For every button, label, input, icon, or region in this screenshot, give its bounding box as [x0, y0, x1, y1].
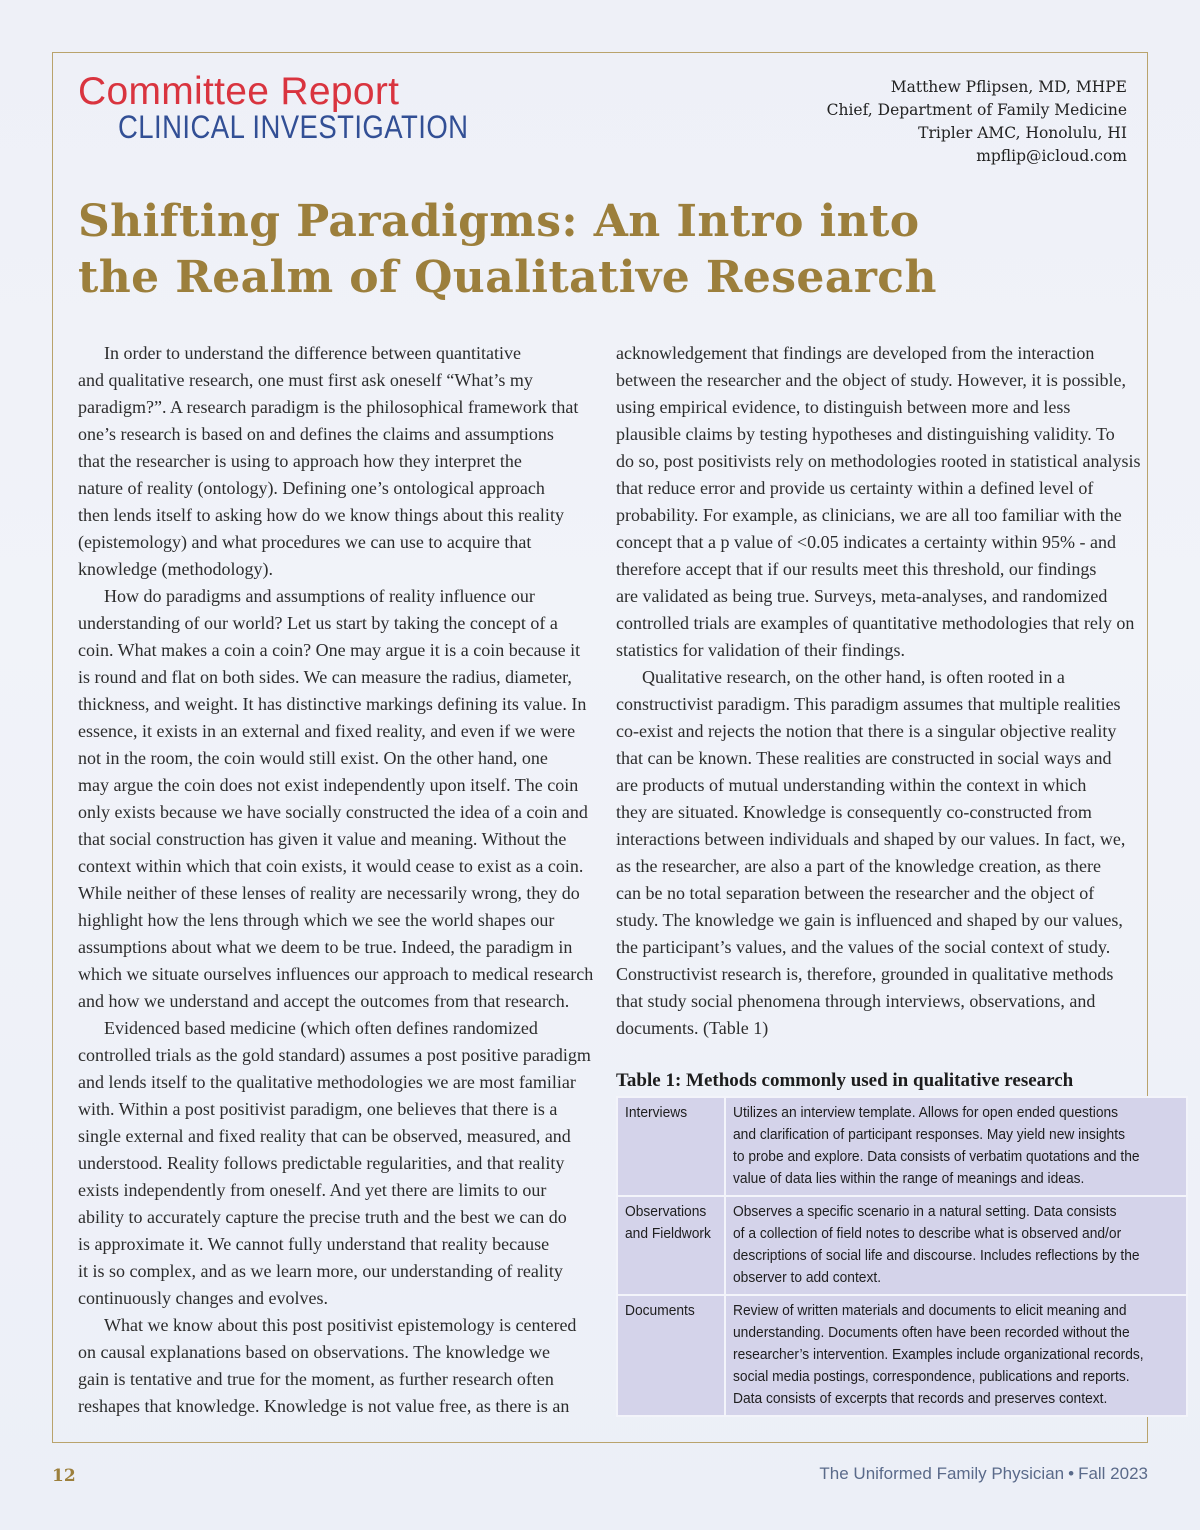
description-line: descriptions of social life and discourse. Includes reflections by the: [733, 1247, 1140, 1264]
article-title-line: the Realm of Qualitative Research: [78, 252, 937, 303]
description-line: observer to add context.: [733, 1269, 882, 1286]
body-text-line: documents. (Table 1): [616, 1018, 769, 1038]
body-text-line: therefore accept that if our results meet this threshold, our findings: [616, 559, 1097, 579]
body-text-line: (epistemology) and what procedures we can use to acquire that: [78, 532, 532, 552]
body-text-line: may argue the coin does not exist independently upon itself. The coin: [78, 775, 579, 795]
method-name: Documents: [625, 1302, 695, 1319]
body-text-line: nature of reality (ontology). Defining one’s ontological approach: [78, 478, 545, 498]
body-column-right: [616, 340, 1141, 1042]
body-text-line: gain is tentative and true for the moment, as further research often: [78, 1369, 554, 1389]
method-cell: [617, 1295, 725, 1416]
body-text-line: then lends itself to asking how do we know things about this reality: [78, 505, 564, 525]
body-text-line: using empirical evidence, to distinguish between more and less: [616, 397, 1071, 417]
body-text-line: can be no total separation between the researcher and the object of: [616, 883, 1095, 903]
body-text-line: In order to understand the difference between quantitative: [104, 343, 521, 363]
publication-footer: [819, 1464, 1148, 1484]
body-text-line: only exists because we have socially constructed the idea of a coin and: [78, 802, 588, 822]
table-row: [617, 1097, 1187, 1196]
body-column-left: [78, 340, 598, 1420]
body-text-line: paradigm?”. A research paradigm is the philosophical framework that: [78, 397, 579, 417]
body-text-line: with. Within a post positivist paradigm, one believes that there is a: [78, 1099, 558, 1119]
body-text-line: reshapes that knowledge. Knowledge is not value free, as there is an: [78, 1396, 570, 1416]
body-text-line: Evidenced based medicine (which often defines randomized: [104, 1018, 538, 1038]
footer-bullet: •: [1068, 1464, 1075, 1483]
method-cell: [617, 1097, 725, 1196]
description-line: Utilizes an interview template. Allows for open ended questions: [733, 1104, 1119, 1121]
body-text-line: they are situated. Knowledge is consequently co-constructed from: [616, 802, 1092, 822]
methods-table: [616, 1096, 1188, 1417]
body-text-line: While neither of these lenses of reality are necessarily wrong, they do: [78, 883, 580, 903]
body-text-line: between the researcher and the object of study. However, it is possible,: [616, 370, 1126, 390]
table-row: [617, 1196, 1187, 1295]
body-text-line: the participant’s values, and the values of the social context of study.: [616, 937, 1111, 957]
body-text-line: that reduce error and provide us certainty within a defined level of: [616, 478, 1094, 498]
description-line: Data consists of excerpts that records and preserves context.: [733, 1390, 1108, 1407]
body-text-line: and lends itself to the qualitative methodologies we are most familiar: [78, 1072, 576, 1092]
author-location: Tripler AMC, Honolulu, HI: [918, 124, 1127, 142]
article-title-line: Shifting Paradigms: An Intro into: [78, 196, 920, 247]
description-cell: [725, 1097, 1186, 1196]
body-text-line: study. The knowledge we gain is influenced and shaped by our values,: [616, 910, 1123, 930]
body-text-line: acknowledgement that findings are developed from the interaction: [616, 343, 1095, 363]
body-text-line: interactions between individuals and shaped by our values. In fact, we,: [616, 829, 1126, 849]
body-text-line: highlight how the lens through which we see the world shapes our: [78, 910, 555, 930]
author-name: Matthew Pflipsen, MD, MHPE: [890, 78, 1127, 96]
body-text-line: that can be known. These realities are constructed in social ways and: [616, 748, 1112, 768]
author-block: [827, 76, 1127, 168]
description-line: of a collection of field notes to describe what is observed and/or: [733, 1225, 1122, 1242]
body-text-line: is round and flat on both sides. We can measure the radius, diameter,: [78, 667, 572, 687]
body-text-line: understood. Reality follows predictable regularities, and that reality: [78, 1153, 565, 1173]
body-text-line: co-exist and rejects the notion that there is a singular objective reality: [616, 721, 1117, 741]
section-subkicker: CLINICAL INVESTIGATION: [118, 109, 469, 145]
body-text-line: and qualitative research, one must first ask oneself “What’s my: [78, 370, 533, 390]
body-text-line: statistics for validation of their findings.: [616, 640, 905, 660]
body-text-line: are validated as being true. Surveys, meta-analyses, and randomized: [616, 586, 1108, 606]
method-name: Interviews: [625, 1104, 688, 1121]
description-line: social media postings, correspondence, publications and reports.: [733, 1368, 1130, 1385]
body-text-line: What we know about this post positivist epistemology is centered: [104, 1315, 577, 1335]
article-title: [78, 194, 937, 306]
body-text-line: it is so complex, and as we learn more, our understanding of reality: [78, 1261, 563, 1281]
body-text-line: How do paradigms and assumptions of reality influence our: [104, 586, 535, 606]
method-cell: [617, 1196, 725, 1295]
body-text-line: continuously changes and evolves.: [78, 1288, 328, 1308]
description-line: and clarification of participant responses. May yield new insights: [733, 1126, 1126, 1143]
publication-name: The Uniformed Family Physician: [819, 1464, 1065, 1483]
body-text-line: single external and fixed reality that can be observed, measured, and: [78, 1126, 571, 1146]
description-cell: [725, 1196, 1186, 1295]
body-text-line: concept that a p value of <0.05 indicates a certainty within 95% - and: [616, 532, 1116, 552]
body-text-line: probability. For example, as clinicians, we are all too familiar with the: [616, 505, 1122, 525]
body-text-line: that study social phenomena through interviews, observations, and: [616, 991, 1096, 1011]
description-cell: [725, 1295, 1186, 1416]
body-text-line: are products of mutual understanding within the context in which: [616, 775, 1087, 795]
description-line: understanding. Documents often have been recorded without the: [733, 1324, 1131, 1341]
issue-date: Fall 2023: [1078, 1464, 1148, 1483]
body-text-line: on causal explanations based on observations. The knowledge we: [78, 1342, 551, 1362]
author-email: mpflip@icloud.com: [976, 147, 1127, 165]
body-text-line: as the researcher, are also a part of the knowledge creation, as there: [616, 856, 1102, 876]
body-text-line: that social construction has given it value and meaning. Without the: [78, 829, 567, 849]
body-text-line: is approximate it. We cannot fully understand that reality because: [78, 1234, 550, 1254]
body-text-line: constructivist paradigm. This paradigm assumes that multiple realities: [616, 694, 1121, 714]
body-text-line: thickness, and weight. It has distinctive markings defining its value. In: [78, 694, 587, 714]
description-line: to probe and explore. Data consists of verbatim quotations and the: [733, 1148, 1140, 1165]
page-number: 12: [52, 1466, 76, 1486]
body-text-line: essence, it exists in an external and fixed reality, and even if we were: [78, 721, 576, 741]
body-text-line: and how we understand and accept the outcomes from that research.: [78, 991, 570, 1011]
description-line: researcher’s intervention. Examples include organizational records,: [733, 1346, 1145, 1363]
body-text-line: coin. What makes a coin a coin? One may argue it is a coin because it: [78, 640, 581, 660]
table-row: [617, 1295, 1187, 1416]
description-line: value of data lies within the range of meanings and ideas.: [733, 1170, 1085, 1187]
body-text-line: assumptions about what we deem to be true. Indeed, the paradigm in: [78, 937, 573, 957]
body-text-line: Qualitative research, on the other hand, is often rooted in a: [642, 667, 1065, 687]
method-name: Observations: [625, 1203, 707, 1220]
author-title: Chief, Department of Family Medicine: [826, 101, 1127, 119]
body-text-line: Constructivist research is, therefore, grounded in qualitative methods: [616, 964, 1114, 984]
body-text-line: context within which that coin exists, it would cease to exist as a coin.: [78, 856, 584, 876]
body-text-line: ability to accurately capture the precise truth and the best we can do: [78, 1207, 567, 1227]
body-text-line: do so, post positivists rely on methodologies rooted in statistical analysis: [616, 451, 1141, 471]
body-text-line: plausible claims by testing hypotheses and distinguishing validity. To: [616, 424, 1115, 444]
description-line: Observes a specific scenario in a natural setting. Data consists: [733, 1203, 1117, 1220]
body-text-line: that the researcher is using to approach how they interpret the: [78, 451, 522, 471]
table-caption: Table 1: Methods commonly used in qualitative research: [616, 1070, 1074, 1091]
method-name: and Fieldwork: [625, 1225, 711, 1242]
body-text-line: which we situate ourselves influences our approach to medical research: [78, 964, 594, 984]
body-text-line: controlled trials are examples of quantitative methodologies that rely on: [616, 613, 1135, 633]
body-text-line: one’s research is based on and defines the claims and assumptions: [78, 424, 554, 444]
body-text-line: exists independently from oneself. And yet there are limits to our: [78, 1180, 547, 1200]
body-text-line: controlled trials as the gold standard) assumes a post positive paradigm: [78, 1045, 591, 1065]
body-text-line: not in the room, the coin would still exist. On the other hand, one: [78, 748, 548, 768]
description-line: Review of written materials and documents to elicit meaning and: [733, 1302, 1127, 1319]
body-text-line: knowledge (methodology).: [78, 559, 273, 579]
body-text-line: understanding of our world? Let us start by taking the concept of a: [78, 613, 558, 633]
section-kicker: Committee Report: [78, 70, 400, 113]
